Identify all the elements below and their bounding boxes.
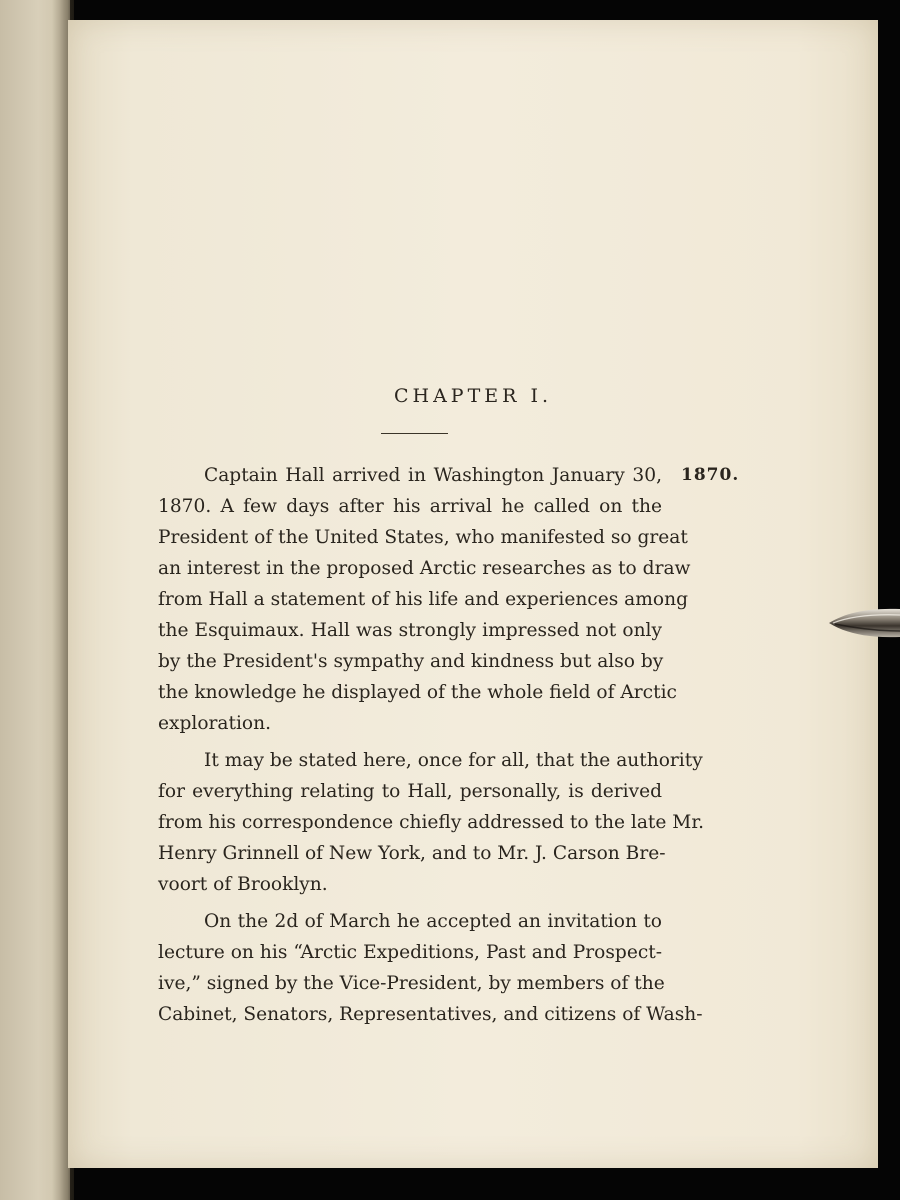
text-line: voort of Brooklyn. bbox=[158, 874, 328, 895]
text-line: the knowledge he displayed of the whole field of Arctic bbox=[158, 682, 677, 703]
text-line: the Esquimaux. Hall was strongly impressed not only bbox=[158, 620, 662, 641]
title-rule bbox=[381, 433, 448, 434]
text-line: exploration. bbox=[158, 713, 272, 734]
text-line: an interest in the proposed Arctic researches as to draw bbox=[158, 558, 691, 579]
margin-year-note: 1870. bbox=[681, 465, 740, 485]
text-line: Henry Grinnell of New York, and to Mr. J. Carson Bre- bbox=[158, 843, 666, 864]
text-line: On the 2d of March he accepted an invitation to bbox=[204, 911, 662, 932]
book-page bbox=[68, 20, 878, 1168]
text-line: by the President's sympathy and kindness but also by bbox=[158, 651, 664, 672]
text-line: for everything relating to Hall, personally, is derived bbox=[158, 781, 662, 802]
text-line: ive,” signed by the Vice-President, by members of the bbox=[158, 973, 665, 994]
text-line: Cabinet, Senators, Representatives, and citizens of Wash- bbox=[158, 1004, 703, 1025]
text-line: from his correspondence chiefly addressed to the late Mr. bbox=[158, 812, 705, 833]
text-line: 1870. A few days after his arrival he called on the bbox=[158, 496, 662, 517]
text-line: President of the United States, who manifested so great bbox=[158, 527, 688, 548]
text-line: It may be stated here, once for all, that the authority bbox=[204, 750, 703, 771]
text-line: Captain Hall arrived in Washington January 30, bbox=[204, 465, 662, 486]
text-line: from Hall a statement of his life and experiences among bbox=[158, 589, 688, 610]
text-line: lecture on his “Arctic Expeditions, Past and Prospect- bbox=[158, 942, 662, 963]
body-text bbox=[158, 460, 705, 1030]
pen-tip-icon bbox=[829, 606, 900, 640]
chapter-title: CHAPTER I. bbox=[393, 385, 553, 407]
